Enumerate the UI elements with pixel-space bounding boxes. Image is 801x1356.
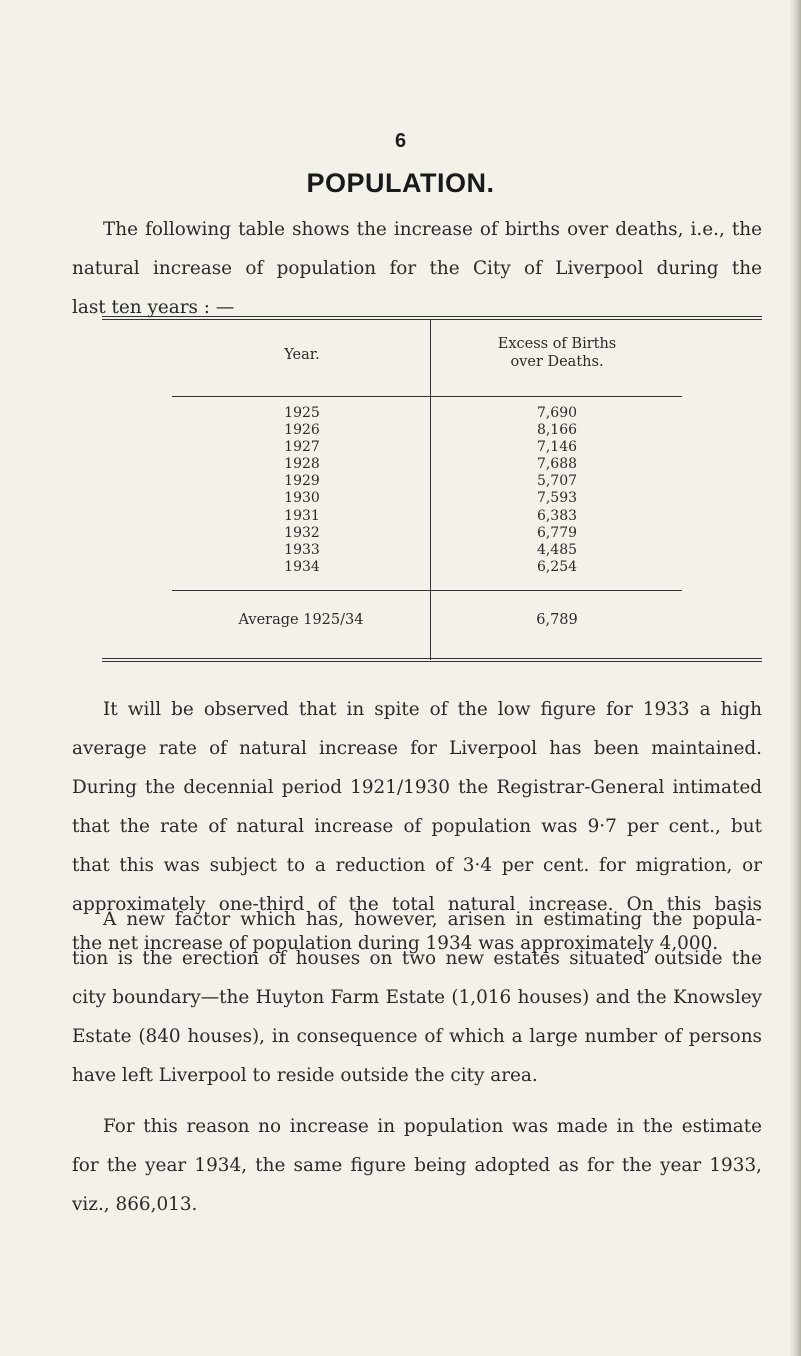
average-label: Average 1925/34 bbox=[238, 612, 364, 628]
excess-cell: 6,779 bbox=[536, 524, 578, 541]
table-row bbox=[102, 508, 762, 525]
column-header-excess-line: Excess of Births bbox=[497, 336, 617, 352]
average-value: 6,789 bbox=[536, 612, 578, 628]
paragraph-line: have left Liverpool to reside outside the city area. bbox=[72, 1065, 538, 1086]
year-cell: 1932 bbox=[284, 524, 320, 541]
excess-cell: 5,707 bbox=[536, 473, 578, 490]
year-cell: 1934 bbox=[284, 558, 320, 575]
table-top-rule bbox=[102, 316, 762, 317]
table-bottom-rule bbox=[102, 661, 762, 662]
page-number: 6 bbox=[394, 130, 407, 152]
column-header-excess bbox=[442, 335, 672, 371]
excess-cell: 7,690 bbox=[536, 405, 578, 421]
year-cell: 1929 bbox=[284, 473, 320, 490]
paragraph-line: approximately one-third of the total natural increase. On this basis bbox=[72, 894, 762, 915]
table-row bbox=[102, 456, 762, 473]
paragraph-line: city boundary—the Huyton Farm Estate (1,016 houses) and the Knowsley bbox=[72, 987, 762, 1008]
table-row bbox=[102, 525, 762, 542]
column-header-year: Year. bbox=[284, 347, 320, 363]
excess-cell: 4,485 bbox=[536, 541, 578, 558]
paragraph-line: tion is the erection of houses on two new estates situated outside the bbox=[72, 948, 762, 969]
excess-cell: 7,146 bbox=[536, 439, 578, 456]
year-cell: 1926 bbox=[284, 422, 320, 439]
excess-cell: 7,593 bbox=[536, 490, 578, 507]
table-row bbox=[102, 542, 762, 559]
column-header-excess-line: over Deaths. bbox=[510, 354, 604, 370]
paragraph-line: that the rate of natural increase of population was 9·7 per cent., but bbox=[72, 816, 762, 837]
page-edge-shadow bbox=[789, 0, 801, 1356]
page-title: POPULATION. bbox=[306, 168, 495, 198]
paragraph-line: It will be observed that in spite of the low figure for 1933 a high bbox=[103, 699, 762, 720]
paragraph-line: for the year 1934, the same figure being adopted as for the year 1933, bbox=[72, 1155, 762, 1176]
excess-cell: 7,688 bbox=[536, 456, 578, 473]
paragraph-line: A new factor which has, however, arisen in estimating the popula- bbox=[103, 909, 762, 930]
paragraph-line: that this was subject to a reduction of 3·4 per cent. for migration, or bbox=[72, 855, 762, 876]
table-bottom-rule bbox=[102, 658, 762, 659]
table-row bbox=[102, 490, 762, 507]
excess-cell: 6,254 bbox=[536, 558, 578, 575]
paragraph-line: During the decennial period 1921/1930 the Registrar-General intimated bbox=[72, 777, 762, 798]
paragraph-line: Estate (840 houses), in consequence of which a large number of persons bbox=[72, 1026, 762, 1047]
table-average-rule bbox=[172, 590, 682, 591]
year-cell: 1933 bbox=[284, 541, 320, 558]
table-row bbox=[102, 559, 762, 576]
paragraph-line: For this reason no increase in population was made in the estimate bbox=[103, 1116, 762, 1137]
excess-cell: 8,166 bbox=[536, 422, 578, 439]
intro-line: The following table shows the increase of births over deaths, i.e., the bbox=[103, 219, 762, 240]
year-cell: 1925 bbox=[284, 405, 320, 421]
table-body bbox=[102, 405, 762, 576]
births-deaths-table bbox=[102, 316, 762, 662]
table-row bbox=[102, 473, 762, 490]
year-cell: 1930 bbox=[284, 490, 320, 507]
intro-paragraph bbox=[72, 210, 762, 327]
year-cell: 1931 bbox=[284, 507, 320, 524]
year-cell: 1927 bbox=[284, 439, 320, 456]
table-row bbox=[102, 422, 762, 439]
year-cell: 1928 bbox=[284, 456, 320, 473]
table-header-rule bbox=[172, 396, 682, 397]
intro-line: last ten years : — bbox=[72, 297, 235, 318]
intro-line: natural increase of population for the City of Liverpool during the bbox=[72, 258, 762, 279]
estimate-paragraph bbox=[72, 1107, 762, 1224]
excess-cell: 6,383 bbox=[536, 507, 578, 524]
table-row bbox=[102, 439, 762, 456]
paragraph-line: average rate of natural increase for Liverpool has been maintained. bbox=[72, 738, 762, 759]
table-top-rule bbox=[102, 319, 762, 320]
new-factor-paragraph bbox=[72, 900, 762, 1095]
paragraph-line: viz., 866,013. bbox=[72, 1194, 198, 1215]
table-row bbox=[102, 405, 762, 422]
paragraph-line: the net increase of population during 1934 was approximately 4,000. bbox=[72, 933, 719, 954]
